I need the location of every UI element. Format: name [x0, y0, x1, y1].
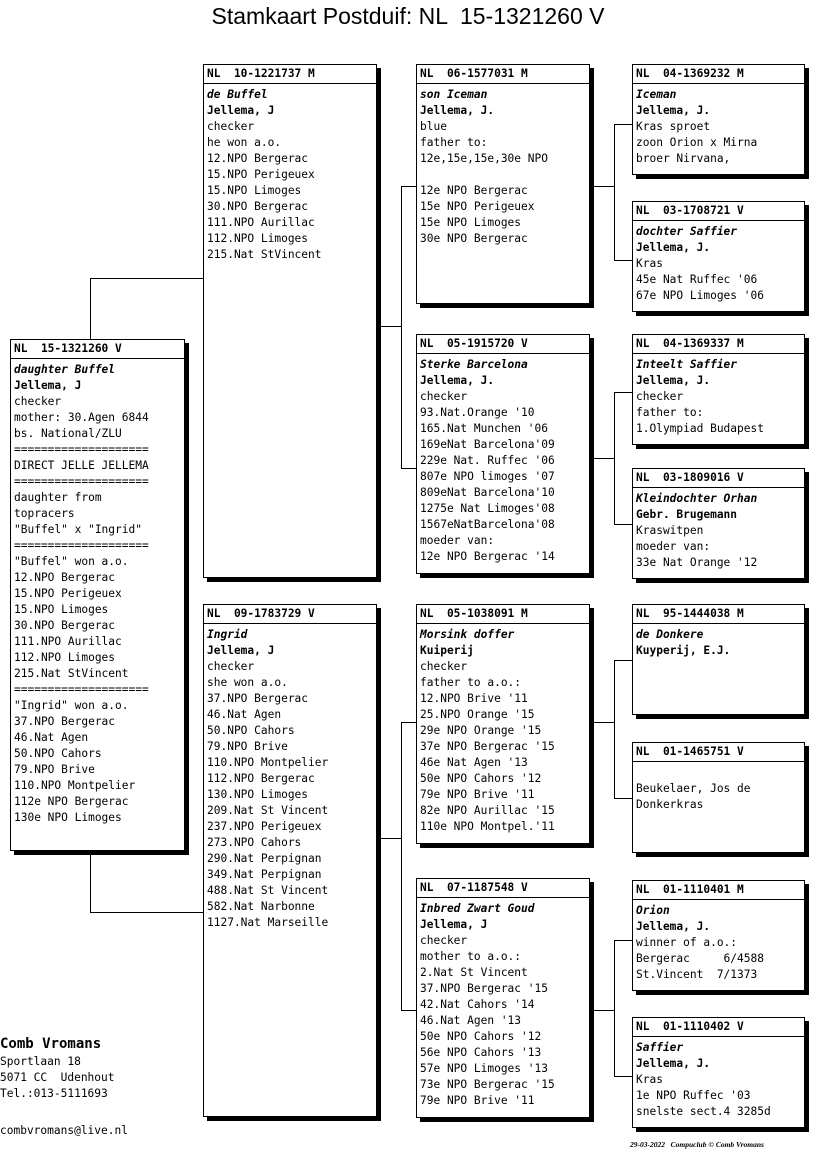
sire-sire-card: [416, 64, 590, 304]
info-line: 15.NPO Perigeuex: [14, 587, 122, 600]
info-line: Kras: [636, 257, 663, 270]
info-line: 215.Nat StVincent: [14, 667, 129, 680]
info-line: 215.Nat StVincent: [207, 248, 322, 261]
info-line: 807e NPO limoges '07: [420, 470, 555, 483]
dam-card: [203, 604, 377, 1117]
connector-line: [614, 524, 633, 525]
connector-line: [401, 468, 417, 469]
connector-line: [90, 278, 204, 279]
info-line: 229e Nat. Ruffec '06: [420, 454, 555, 467]
info-line: "Buffel" x "Ingrid": [14, 523, 142, 536]
connector-line: [594, 458, 614, 459]
connector-line: [90, 912, 204, 913]
owner-name: Comb Vromans: [0, 1036, 102, 1052]
connector-line: [401, 722, 417, 723]
info-line: "Ingrid" won a.o.: [14, 699, 129, 712]
pigeon-name: Saffier: [636, 1041, 684, 1054]
sdd-card: [632, 468, 805, 579]
footer-credit: 29-03-2022 Compuclub © Comb Vromans: [630, 1140, 764, 1149]
info-line: mother to a.o.:: [420, 950, 522, 963]
owner-block: [0, 1034, 115, 1102]
ssd-card: [632, 201, 805, 312]
pigeon-name: Inbred Zwart Goud: [420, 902, 535, 915]
pigeon-name: daughter Buffel: [14, 363, 116, 376]
pigeon-name: Kleindochter Orhan: [636, 492, 758, 505]
info-line: checker: [207, 120, 255, 133]
info-line: ====================: [14, 443, 149, 456]
info-line: 46.Nat Agen '13: [420, 1014, 522, 1027]
breeder-name: Kuiperij: [420, 644, 474, 657]
ring-number: NL 01-1465751 V: [633, 744, 804, 762]
info-line: 1127.Nat Marseille: [207, 916, 329, 929]
info-line: snelste sect.4 3285d: [636, 1105, 771, 1118]
pigeon-name: Orion: [636, 904, 670, 917]
info-line: 37.NPO Bergerac: [207, 692, 309, 705]
info-line: 15e NPO Limoges: [420, 216, 522, 229]
subject-card: [10, 339, 185, 851]
info-line: moeder van:: [420, 534, 495, 547]
info-line: 82e NPO Aurillac '15: [420, 804, 555, 817]
info-line: 46e Nat Agen '13: [420, 756, 528, 769]
info-line: DIRECT JELLE JELLEMA: [14, 459, 149, 472]
info-line: 37.NPO Bergerac '15: [420, 982, 548, 995]
info-line: 15.NPO Limoges: [207, 184, 302, 197]
info-line: 12e,15e,15e,30e NPO: [420, 152, 548, 165]
info-line: blue: [420, 120, 447, 133]
breeder-name: Gebr. Brugemann: [636, 508, 738, 521]
connector-line: [614, 940, 615, 1076]
info-line: 582.Nat Narbonne: [207, 900, 315, 913]
ring-number: NL 04-1369232 M: [633, 66, 804, 84]
page-title: Stamkaart Postduif: NL 15-1321260 V: [211, 3, 605, 29]
info-line: 79e NPO Brive '11: [420, 1094, 535, 1107]
info-line: 237.NPO Perigeuex: [207, 820, 322, 833]
connector-line: [594, 186, 614, 187]
info-line: Beukelaer, Jos de: [636, 782, 751, 795]
owner-email[interactable]: combvromans@live.nl: [0, 1124, 128, 1137]
info-line: checker: [420, 390, 468, 403]
info-line: 290.Nat Perpignan: [207, 852, 322, 865]
info-line: 112.NPO Limoges: [207, 232, 309, 245]
info-line: 130.NPO Limoges: [207, 788, 309, 801]
info-line: checker: [207, 660, 255, 673]
breeder-name: Jellema, J.: [636, 1057, 711, 1070]
connector-line: [381, 838, 401, 839]
info-line: winner of a.o.:: [636, 936, 738, 949]
info-line: 111.NPO Aurillac: [207, 216, 315, 229]
breeder-name: Jellema, J.: [636, 374, 711, 387]
info-line: 25.NPO Orange '15: [420, 708, 535, 721]
dss-card: [632, 604, 805, 715]
info-line: 79.NPO Brive: [207, 740, 288, 753]
connector-line: [614, 124, 633, 125]
ring-number: NL 95-1444038 M: [633, 606, 804, 624]
info-line: zoon Orion x Mirna: [636, 136, 758, 149]
breeder-name: Jellema, J.: [636, 241, 711, 254]
ddd-card: [632, 1017, 805, 1128]
info-line: ====================: [14, 475, 149, 488]
pigeon-name: Ingrid: [207, 628, 248, 641]
info-line: 50.NPO Cahors: [14, 747, 102, 760]
info-line: 73e NPO Bergerac '15: [420, 1078, 555, 1091]
breeder-name: Jellema, J: [207, 644, 275, 657]
connector-line: [401, 186, 402, 468]
info-line: 50.NPO Cahors: [207, 724, 295, 737]
info-line: bs. National/ZLU: [14, 427, 122, 440]
info-line: 165.Nat Munchen '06: [420, 422, 548, 435]
info-line: checker: [420, 660, 468, 673]
info-line: "Buffel" won a.o.: [14, 555, 129, 568]
info-line: 50e NPO Cahors '12: [420, 1030, 542, 1043]
info-line: 110.NPO Montpelier: [14, 779, 136, 792]
info-line: 2.Nat St Vincent: [420, 966, 528, 979]
ring-number: NL 10-1221737 M: [204, 66, 376, 84]
info-line: 37.NPO Bergerac: [14, 715, 116, 728]
breeder-name: Jellema, J: [14, 379, 82, 392]
breeder-name: Kuyperij, E.J.: [636, 644, 731, 657]
info-line: 15e NPO Perigeuex: [420, 200, 535, 213]
info-line: 46.Nat Agen: [207, 708, 282, 721]
breeder-name: Jellema, J.: [420, 374, 495, 387]
info-line: moeder van:: [636, 540, 711, 553]
dam-sire-card: [416, 604, 590, 844]
breeder-name: Jellema, J.: [636, 920, 711, 933]
info-line: mother: 30.Agen 6844: [14, 411, 149, 424]
info-line: 12.NPO Bergerac: [14, 571, 116, 584]
owner-address-line: 5071 CC Udenhout: [0, 1071, 115, 1084]
info-line: St.Vincent 7/1373: [636, 968, 758, 981]
pigeon-name: Iceman: [636, 88, 677, 101]
info-line: 349.Nat Perpignan: [207, 868, 322, 881]
breeder-name: Jellema, J.: [636, 104, 711, 117]
info-line: 12e NPO Bergerac: [420, 184, 528, 197]
info-line: topracers: [14, 507, 75, 520]
info-line: 30e NPO Bergerac: [420, 232, 528, 245]
info-line: 45e Nat Ruffec '06: [636, 273, 758, 286]
connector-line: [594, 1010, 614, 1011]
info-line: Bergerac 6/4588: [636, 952, 764, 965]
ring-number: NL 09-1783729 V: [204, 606, 376, 624]
info-line: she won a.o.: [207, 676, 288, 689]
info-line: 79e NPO Brive '11: [420, 788, 535, 801]
info-line: 30.NPO Bergerac: [207, 200, 309, 213]
connector-line: [401, 722, 402, 1010]
connector-line: [401, 1010, 417, 1011]
connector-line: [90, 852, 91, 913]
info-line: 15.NPO Limoges: [14, 603, 109, 616]
breeder-name: Jellema, J.: [420, 104, 495, 117]
info-line: 30.NPO Bergerac: [14, 619, 116, 632]
info-line: checker: [636, 390, 684, 403]
connector-line: [614, 798, 633, 799]
connector-line: [401, 186, 417, 187]
pigeon-name: Morsink doffer: [420, 628, 515, 641]
pigeon-name: son Iceman: [420, 88, 488, 101]
info-line: 488.Nat St Vincent: [207, 884, 329, 897]
info-line: father to a.o.:: [420, 676, 522, 689]
sire-dam-card: [416, 334, 590, 574]
info-line: 130e NPO Limoges: [14, 811, 122, 824]
info-line: 46.Nat Agen: [14, 731, 89, 744]
ring-number: NL 05-1915720 V: [417, 336, 589, 354]
ring-number: NL 01-1110402 V: [633, 1019, 804, 1037]
ring-number: NL 05-1038091 M: [417, 606, 589, 624]
info-line: checker: [14, 395, 62, 408]
pigeon-name: Sterke Barcelona: [420, 358, 528, 371]
info-line: 56e NPO Cahors '13: [420, 1046, 542, 1059]
info-line: 42.Nat Cahors '14: [420, 998, 535, 1011]
ring-number: NL 04-1369337 M: [633, 336, 804, 354]
breeder-name: Jellema, J: [420, 918, 488, 931]
info-line: 12.NPO Bergerac: [207, 152, 309, 165]
info-line: 273.NPO Cahors: [207, 836, 302, 849]
connector-line: [614, 1076, 633, 1077]
info-line: ====================: [14, 683, 149, 696]
breeder-name: Jellema, J: [207, 104, 275, 117]
dam-dam-card: [416, 878, 590, 1118]
connector-line: [90, 278, 91, 340]
connector-line: [614, 392, 615, 524]
info-line: 33e Nat Orange '12: [636, 556, 758, 569]
info-line: [636, 765, 801, 781]
info-line: daughter from: [14, 491, 102, 504]
info-line: Donkerkras: [636, 798, 704, 811]
ring-number: NL 01-1110401 M: [633, 882, 804, 900]
info-line: 112.NPO Limoges: [14, 651, 116, 664]
info-line: 15.NPO Perigeuex: [207, 168, 315, 181]
info-line: 209.Nat St Vincent: [207, 804, 329, 817]
info-line: [420, 167, 586, 183]
ring-number: NL 07-1187548 V: [417, 880, 589, 898]
dsd-card: [632, 742, 805, 853]
ring-number: NL 03-1708721 V: [633, 203, 804, 221]
info-line: 169eNat Barcelona'09: [420, 438, 555, 451]
dds-card: [632, 880, 805, 991]
info-line: broer Nirvana,: [636, 152, 731, 165]
info-line: 29e NPO Orange '15: [420, 724, 542, 737]
info-line: 110e NPO Montpel.'11: [420, 820, 555, 833]
connector-line: [614, 260, 633, 261]
info-line: 37e NPO Bergerac '15: [420, 740, 555, 753]
connector-line: [614, 660, 633, 661]
info-line: 93.Nat.Orange '10: [420, 406, 535, 419]
connector-line: [614, 940, 633, 941]
info-line: 50e NPO Cahors '12: [420, 772, 542, 785]
connector-line: [614, 392, 633, 393]
info-line: he won a.o.: [207, 136, 282, 149]
pigeon-name: de Donkere: [636, 628, 704, 641]
info-line: 67e NPO Limoges '06: [636, 289, 764, 302]
info-line: 12.NPO Brive '11: [420, 692, 528, 705]
connector-line: [614, 660, 615, 798]
pigeon-name: Inteelt Saffier: [636, 358, 738, 371]
info-line: 1567eNatBarcelona'08: [420, 518, 555, 531]
sds-card: [632, 334, 805, 445]
pigeon-name: dochter Saffier: [636, 225, 738, 238]
info-line: 57e NPO Limoges '13: [420, 1062, 548, 1075]
owner-address-line: Sportlaan 18: [0, 1055, 81, 1068]
info-line: father to:: [420, 136, 488, 149]
info-line: 1e NPO Ruffec '03: [636, 1089, 751, 1102]
info-line: 809eNat Barcelona'10: [420, 486, 555, 499]
connector-line: [594, 722, 614, 723]
pigeon-name: de Buffel: [207, 88, 268, 101]
ring-number: NL 15-1321260 V: [11, 341, 184, 359]
info-line: 12e NPO Bergerac '14: [420, 550, 555, 563]
ring-number: NL 06-1577031 M: [417, 66, 589, 84]
info-line: Kras: [636, 1073, 663, 1086]
connector-line: [614, 124, 615, 260]
info-line: Kraswitpen: [636, 524, 704, 537]
info-line: checker: [420, 934, 468, 947]
info-line: 111.NPO Aurillac: [14, 635, 122, 648]
sire-card: [203, 64, 377, 578]
ring-number: NL 03-1809016 V: [633, 470, 804, 488]
info-line: 112e NPO Bergerac: [14, 795, 129, 808]
owner-phone: Tel.:013-5111693: [0, 1087, 108, 1100]
info-line: 110.NPO Montpelier: [207, 756, 329, 769]
info-line: 112.NPO Bergerac: [207, 772, 315, 785]
sss-card: [632, 64, 805, 175]
info-line: father to:: [636, 406, 704, 419]
connector-line: [381, 326, 401, 327]
info-line: 79.NPO Brive: [14, 763, 95, 776]
info-line: Kras sproet: [636, 120, 711, 133]
info-line: 1.Olympiad Budapest: [636, 422, 764, 435]
info-line: 1275e Nat Limoges'08: [420, 502, 555, 515]
info-line: ====================: [14, 539, 149, 552]
